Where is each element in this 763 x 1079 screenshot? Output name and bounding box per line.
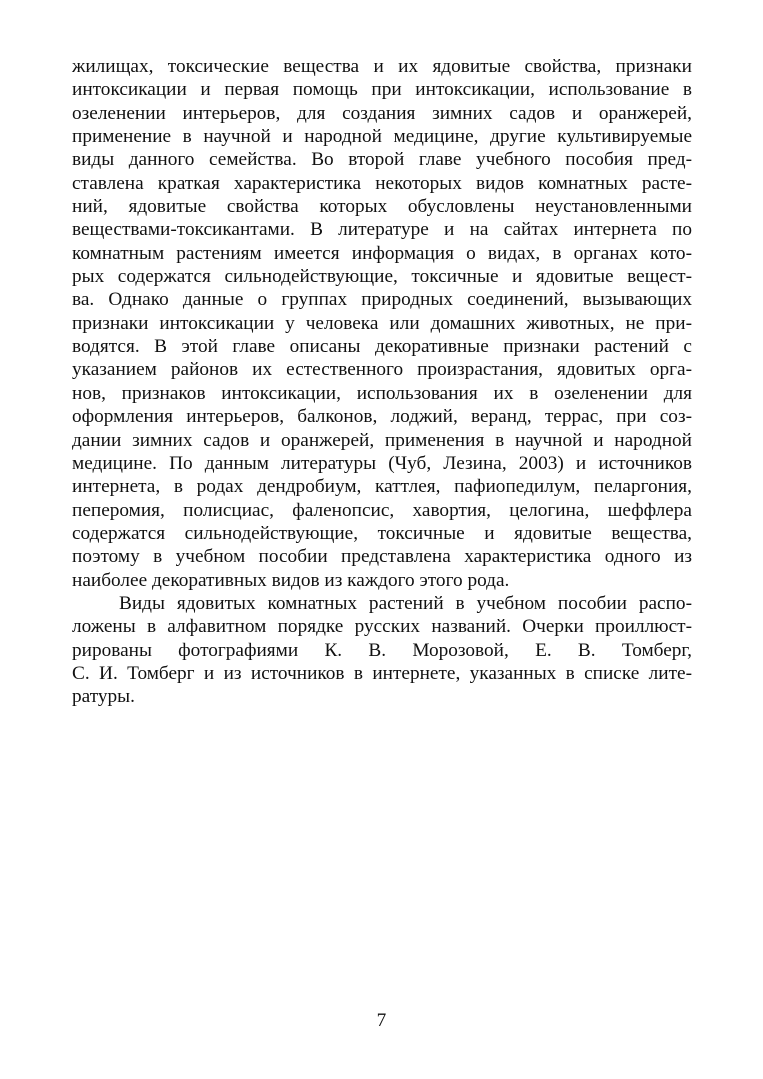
paragraph-first-line: Виды ядовитых комнатных растений в учебном пособии распо- xyxy=(119,592,692,614)
text-line: ложены в алфавитном порядке русских названий. Очерки проиллюст- xyxy=(72,616,692,638)
text-line: оформления интерьеров, балконов, лоджий, веранд, террас, при соз- xyxy=(72,406,692,428)
text-line: поэтому в учебном пособии представлена характеристика одного из xyxy=(72,546,692,568)
text-line: указанием районов их естественного произрастания, ядовитых орга- xyxy=(72,359,692,381)
text-line: медицине. По данным литературы (Чуб, Лезина, 2003) и источников xyxy=(72,452,692,474)
text-line: ратуры. xyxy=(72,686,135,708)
text-line: применение в научной и народной медицине, другие культивируемые xyxy=(72,126,692,148)
text-line: С. И. Томберг и из источников в интернете, указанных в списке лите- xyxy=(72,662,692,684)
text-line: интернета, в родах дендробиум, каттлея, пафиопедилум, пеларгония, xyxy=(72,476,692,498)
page-number: 7 xyxy=(376,1010,387,1031)
text-line: рых содержатся сильнодействующие, токсичные и ядовитые вещест- xyxy=(72,266,692,288)
text-line: жилищах, токсические вещества и их ядовитые свойства, признаки xyxy=(72,56,692,77)
text-line: нов, признаков интоксикации, использования их в озеленении для xyxy=(72,382,692,404)
text-line: ставлена краткая характеристика некоторых видов комнатных расте- xyxy=(72,172,692,194)
text-line: водятся. В этой главе описаны декоративные признаки растений с xyxy=(72,336,692,358)
text-line: дании зимних садов и оранжерей, применения в научной и народной xyxy=(72,429,692,451)
body-text xyxy=(72,55,692,709)
text-line: комнатным растениям имеется информация о видах, в органах кото- xyxy=(72,242,692,264)
text-line: виды данного семейства. Во второй главе учебного пособия пред- xyxy=(72,149,692,171)
text-line: ва. Однако данные о группах природных соединений, вызывающих xyxy=(72,289,692,311)
text-line: содержатся сильнодействующие, токсичные и ядовитые вещества, xyxy=(72,522,692,544)
text-line: наиболее декоративных видов из каждого этого рода. xyxy=(72,569,510,591)
text-line: рированы фотографиями К. В. Морозовой, Е. В. Томберг, xyxy=(72,639,692,661)
text-line: интоксикации и первая помощь при интоксикации, использование в xyxy=(72,79,692,101)
text-line: ний, ядовитые свойства которых обусловлены неустановленными xyxy=(72,196,692,218)
text-line: озеленении интерьеров, для создания зимних садов и оранжерей, xyxy=(72,102,692,124)
text-line: признаки интоксикации у человека или домашних животных, не при- xyxy=(72,312,692,334)
text-line: веществами-токсикантами. В литературе и на сайтах интернета по xyxy=(72,219,692,241)
text-line: пеперомия, полисциас, фаленопсис, хавортия, целогина, шеффлера xyxy=(72,499,692,521)
